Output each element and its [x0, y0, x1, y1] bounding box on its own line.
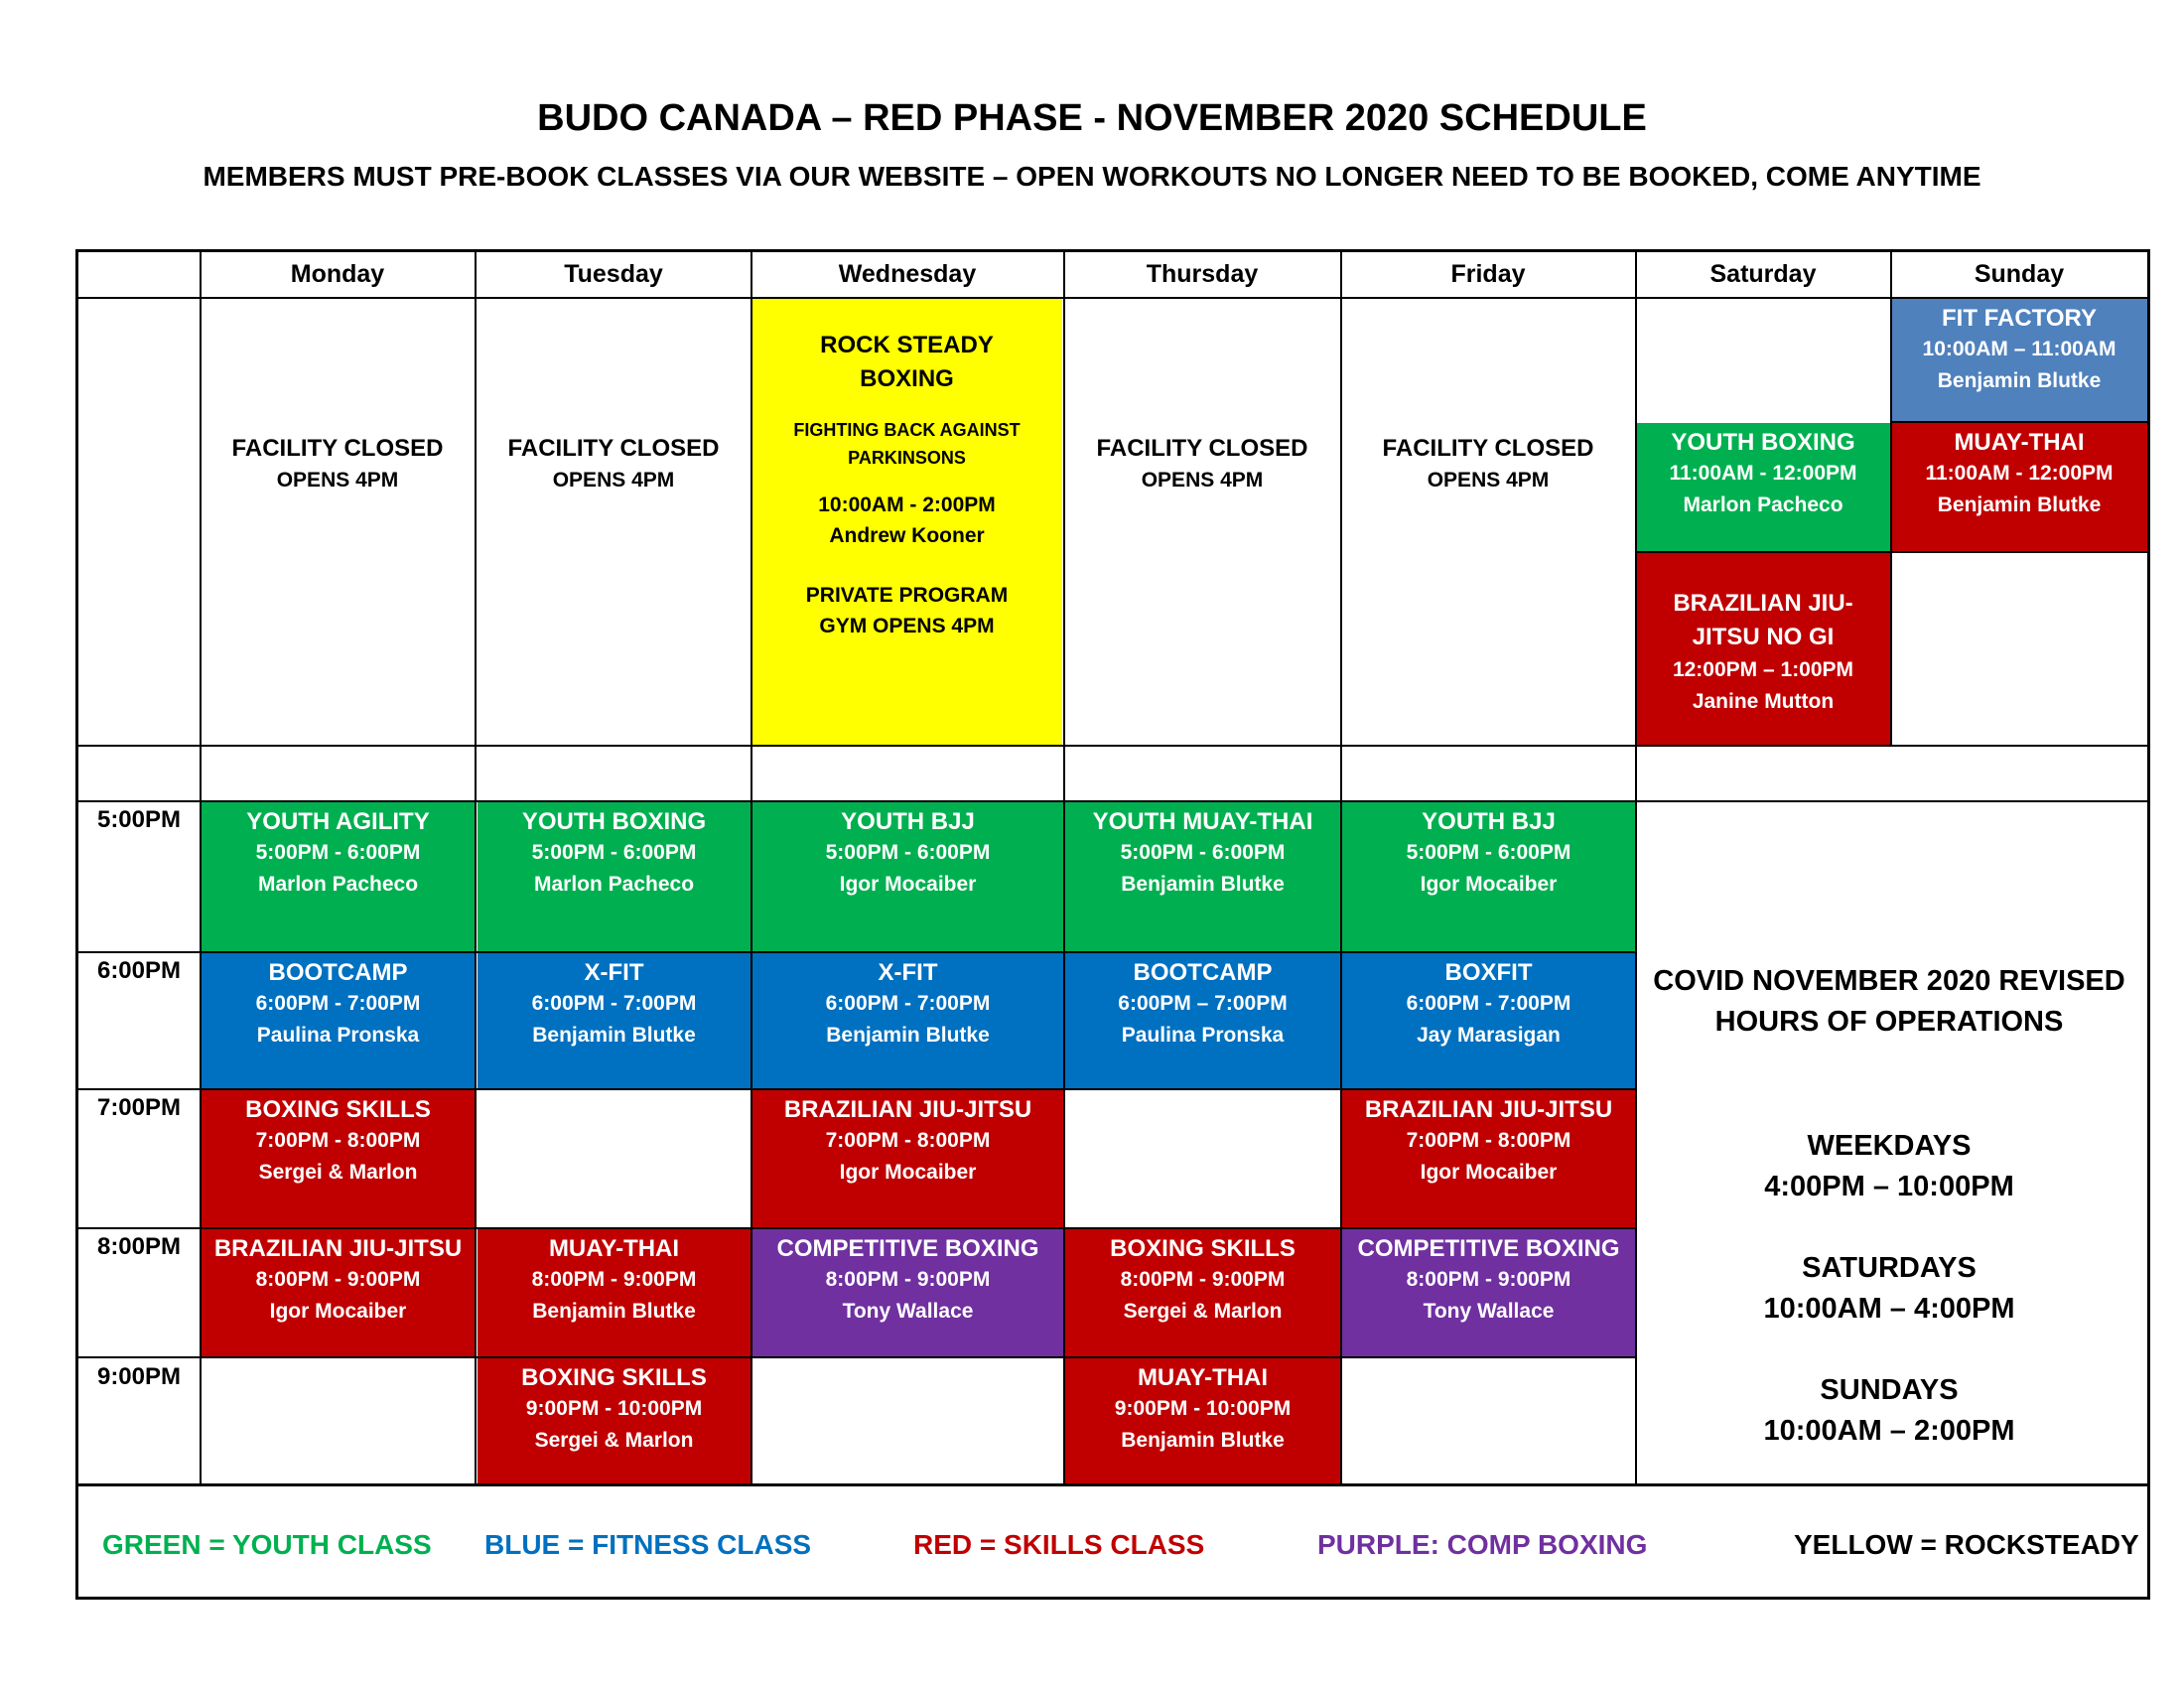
row-divider-2 [75, 1227, 1636, 1229]
hours-sundays-value: 10:00AM – 2:00PM [1763, 1415, 2015, 1447]
row-divider-0 [75, 951, 1636, 953]
rock-steady-hours: 10:00AM - 2:00PM [818, 493, 996, 516]
class-thursday-r8 [1065, 1229, 1340, 1356]
class-name: BOOTCAMP [268, 959, 408, 986]
col-divider-2 [751, 249, 752, 1485]
class-name: MUAY-THAI [548, 1235, 680, 1262]
time-label-8pm: 8:00PM [96, 1233, 182, 1260]
rock-steady-desc [751, 416, 1062, 472]
class-time: 6:00PM - 7:00PM [531, 992, 697, 1015]
border-bottom [75, 1597, 2150, 1600]
class-tuesday-r8 [478, 1229, 751, 1356]
hours-heading-line2: HOURS OF OPERATIONS [1714, 1006, 2064, 1038]
hours-heading-line1: COVID NOVEMBER 2020 REVISED [1653, 965, 2125, 997]
class-name-line2: JITSU NO GI [1692, 624, 1835, 650]
day-header-sunday: Sunday [1974, 259, 2065, 288]
class-coach: Sergei & Marlon [258, 1161, 418, 1184]
class-time: 8:00PM - 9:00PM [1406, 1268, 1571, 1291]
rock-steady-time [751, 490, 1062, 551]
class-time: 7:00PM - 8:00PM [255, 1129, 421, 1152]
closed-label: FACILITY CLOSED [1382, 435, 1594, 462]
hours-heading [1636, 961, 2142, 1043]
class-time: 5:00PM - 6:00PM [1120, 841, 1286, 864]
class-time: 7:00PM - 8:00PM [825, 1129, 991, 1152]
legend-green: GREEN = YOUTH CLASS [102, 1529, 432, 1560]
closed-sub: OPENS 4PM [1141, 469, 1264, 492]
class-name: COMPETITIVE BOXING [776, 1235, 1039, 1262]
class-name: BRAZILIAN JIU-JITSU [783, 1096, 1032, 1123]
hours-weekdays-label: WEEKDAYS [1807, 1130, 1972, 1162]
class-time: 9:00PM - 10:00PM [1114, 1397, 1292, 1420]
class-name: BOXING SKILLS [521, 1364, 707, 1391]
class-time: 6:00PM - 7:00PM [255, 992, 421, 1015]
class-time: 5:00PM - 6:00PM [531, 841, 697, 864]
legend-red: RED = SKILLS CLASS [913, 1529, 1205, 1560]
footer-divider [75, 1483, 2150, 1486]
col-divider-sun [1890, 249, 1892, 747]
class-sunday-fit-factory [1891, 299, 2147, 421]
empty-slot-thursday-r7 [1065, 1090, 1340, 1227]
class-coach: Igor Mocaiber [1420, 1161, 1558, 1184]
class-thursday-r5 [1065, 802, 1340, 951]
class-time: 8:00PM - 9:00PM [255, 1268, 421, 1291]
class-coach: Marlon Pacheco [533, 873, 695, 896]
col-divider-3 [1063, 249, 1065, 1485]
closed-thursday [1064, 432, 1340, 495]
class-coach: Benjamin Blutke [1121, 873, 1285, 896]
rock-steady-note [751, 580, 1062, 641]
class-monday-r5 [202, 802, 475, 951]
class-time: 10:00AM – 11:00AM [1922, 338, 2116, 360]
class-thursday-r6 [1065, 953, 1340, 1088]
rock-steady-note-line2: GYM OPENS 4PM [819, 615, 995, 637]
class-name: BRAZILIAN JIU-JITSU [213, 1235, 463, 1262]
class-time: 8:00PM - 9:00PM [1120, 1268, 1286, 1291]
closed-monday [201, 432, 475, 495]
time-label-7pm: 7:00PM [96, 1094, 182, 1121]
border-top [75, 249, 2150, 252]
class-name: BOXFIT [1444, 959, 1533, 986]
class-tuesday-r5 [478, 802, 751, 951]
class-sunday-muay-thai [1891, 423, 2147, 552]
class-coach: Sergei & Marlon [534, 1429, 694, 1452]
class-name: X-FIT [584, 959, 644, 986]
time-label-6pm: 6:00PM [96, 957, 182, 984]
class-coach: Benjamin Blutke [826, 1024, 990, 1047]
class-tuesday-r6 [478, 953, 751, 1088]
closed-sub: OPENS 4PM [276, 469, 399, 492]
class-coach: Igor Mocaiber [269, 1300, 407, 1323]
class-time: 8:00PM - 9:00PM [825, 1268, 991, 1291]
class-name: MUAY-THAI [1137, 1364, 1269, 1391]
class-coach: Igor Mocaiber [839, 1161, 977, 1184]
class-time: 7:00PM - 8:00PM [1406, 1129, 1571, 1152]
class-name: BOOTCAMP [1133, 959, 1273, 986]
class-coach: Marlon Pacheco [1683, 493, 1843, 516]
closed-tuesday [477, 432, 751, 495]
weekend-divider-a [1890, 421, 2148, 423]
class-coach: Paulina Pronska [256, 1024, 420, 1047]
header-divider [75, 297, 2150, 299]
class-name: BRAZILIAN JIU-JITSU [1364, 1096, 1613, 1123]
class-time: 5:00PM - 6:00PM [825, 841, 991, 864]
hours-sundays-label: SUNDAYS [1820, 1374, 1959, 1406]
rock-steady-coach: Andrew Kooner [829, 524, 985, 547]
class-coach: Tony Wallace [842, 1300, 974, 1323]
day-header-friday: Friday [1450, 259, 1526, 288]
class-coach: Igor Mocaiber [839, 873, 977, 896]
col-divider-5 [1635, 249, 1637, 1485]
closed-sub: OPENS 4PM [552, 469, 675, 492]
class-time: 6:00PM - 7:00PM [825, 992, 991, 1015]
closed-label: FACILITY CLOSED [1096, 435, 1308, 462]
hours-sundays [1636, 1370, 2142, 1452]
class-wednesday-r7 [752, 1090, 1063, 1227]
class-time: 12:00PM – 1:00PM [1672, 658, 1854, 681]
weekend-divider-b [1636, 551, 2148, 553]
class-monday-r7 [202, 1090, 475, 1227]
border-right [2147, 249, 2150, 1600]
class-tuesday-r9 [478, 1358, 751, 1483]
rock-steady-desc-line2: PARKINSONS [848, 448, 966, 468]
col-divider-4 [1340, 249, 1342, 1485]
rock-steady-name-line2: BOXING [860, 365, 954, 392]
class-name: YOUTH MUAY-THAI [1092, 808, 1313, 835]
class-friday-r5 [1342, 802, 1635, 951]
class-friday-r8 [1342, 1229, 1635, 1356]
class-coach: Benjamin Blutke [1937, 369, 2102, 392]
hours-weekdays-value: 4:00PM – 10:00PM [1764, 1171, 2014, 1202]
class-time: 5:00PM - 6:00PM [1406, 841, 1571, 864]
rock-steady-name [751, 329, 1062, 396]
class-time: 11:00AM - 12:00PM [1669, 462, 1857, 485]
empty-slot-friday-r9 [1342, 1358, 1635, 1483]
class-wednesday-r8 [752, 1229, 1063, 1356]
class-coach: Benjamin Blutke [532, 1024, 696, 1047]
legend-purple: PURPLE: COMP BOXING [1317, 1529, 1648, 1560]
class-name: YOUTH BJJ [841, 808, 975, 835]
rock-steady-desc-line1: FIGHTING BACK AGAINST [793, 420, 1021, 440]
class-coach: Igor Mocaiber [1420, 873, 1558, 896]
class-coach: Paulina Pronska [1121, 1024, 1285, 1047]
closed-sub: OPENS 4PM [1427, 469, 1550, 492]
class-name-line1: BRAZILIAN JIU- [1673, 590, 1853, 617]
day-header-monday: Monday [290, 259, 385, 288]
class-time: 5:00PM - 6:00PM [255, 841, 421, 864]
class-coach: Benjamin Blutke [1937, 493, 2102, 516]
closed-label: FACILITY CLOSED [231, 435, 444, 462]
col-divider-0 [200, 249, 202, 1485]
class-name: BOXING SKILLS [245, 1096, 431, 1123]
hours-saturdays-value: 10:00AM – 4:00PM [1763, 1293, 2015, 1325]
morning-divider [75, 745, 2150, 747]
class-time: 9:00PM - 10:00PM [525, 1397, 703, 1420]
class-time: 6:00PM – 7:00PM [1118, 992, 1288, 1015]
class-coach: Tony Wallace [1423, 1300, 1555, 1323]
class-coach: Sergei & Marlon [1123, 1300, 1283, 1323]
class-coach: Janine Mutton [1692, 690, 1835, 713]
rock-steady-block [751, 299, 1062, 745]
class-name: MUAY-THAI [1954, 429, 2085, 456]
col-divider-1 [475, 249, 477, 1485]
class-name: BOXING SKILLS [1110, 1235, 1296, 1262]
page-title: BUDO CANADA – RED PHASE - NOVEMBER 2020 SCHEDULE [537, 97, 1647, 139]
class-saturday-bjj-no-gi [1636, 553, 1890, 745]
day-header-thursday: Thursday [1146, 259, 1259, 288]
evening-divider [75, 800, 2150, 802]
class-name: YOUTH BOXING [521, 808, 707, 835]
class-coach: Jay Marasigan [1417, 1024, 1561, 1047]
class-friday-r6 [1342, 953, 1635, 1088]
day-header-saturday: Saturday [1709, 259, 1817, 288]
hours-weekdays [1636, 1126, 2142, 1207]
class-time: 11:00AM - 12:00PM [1925, 462, 2114, 485]
class-time: 8:00PM - 9:00PM [531, 1268, 697, 1291]
empty-slot-monday-r9 [202, 1358, 475, 1483]
row-divider-1 [75, 1088, 1636, 1090]
class-thursday-r9 [1065, 1358, 1340, 1483]
page-subtitle: MEMBERS MUST PRE-BOOK CLASSES VIA OUR WEBSITE – OPEN WORKOUTS NO LONGER NEED TO BE BOOKED, COME ANYTIME [203, 161, 1981, 192]
class-name: YOUTH BJJ [1422, 808, 1556, 835]
class-coach: Benjamin Blutke [532, 1300, 696, 1323]
empty-slot-wednesday-r9 [752, 1358, 1063, 1483]
closed-friday [1341, 432, 1635, 495]
class-monday-r8 [202, 1229, 475, 1356]
class-monday-r6 [202, 953, 475, 1088]
class-wednesday-r5 [752, 802, 1063, 951]
time-label-5pm: 5:00PM [96, 806, 182, 833]
row-divider-3 [75, 1356, 1636, 1358]
class-name: YOUTH BOXING [1671, 429, 1855, 456]
class-friday-r7 [1342, 1090, 1635, 1227]
legend-yellow: YELLOW = ROCKSTEADY [1794, 1529, 2139, 1560]
closed-label: FACILITY CLOSED [507, 435, 720, 462]
class-name: YOUTH AGILITY [246, 808, 430, 835]
rock-steady-name-line1: ROCK STEADY [820, 332, 994, 358]
class-coach: Marlon Pacheco [257, 873, 419, 896]
time-label-9pm: 9:00PM [96, 1363, 182, 1390]
class-name: FIT FACTORY [1942, 305, 2097, 332]
border-left [75, 249, 78, 1600]
class-wednesday-r6 [752, 953, 1063, 1088]
class-saturday-youth-boxing [1636, 423, 1890, 552]
day-header-tuesday: Tuesday [564, 259, 663, 288]
class-coach: Benjamin Blutke [1121, 1429, 1285, 1452]
empty-slot-tuesday-r7 [478, 1090, 751, 1227]
hours-saturdays [1636, 1248, 2142, 1330]
hours-saturdays-label: SATURDAYS [1802, 1252, 1977, 1284]
class-name: COMPETITIVE BOXING [1357, 1235, 1620, 1262]
rock-steady-note-line1: PRIVATE PROGRAM [805, 584, 1009, 607]
class-time: 6:00PM - 7:00PM [1406, 992, 1571, 1015]
legend-blue: BLUE = FITNESS CLASS [484, 1529, 812, 1560]
day-header-wednesday: Wednesday [838, 259, 977, 288]
class-name: X-FIT [878, 959, 938, 986]
